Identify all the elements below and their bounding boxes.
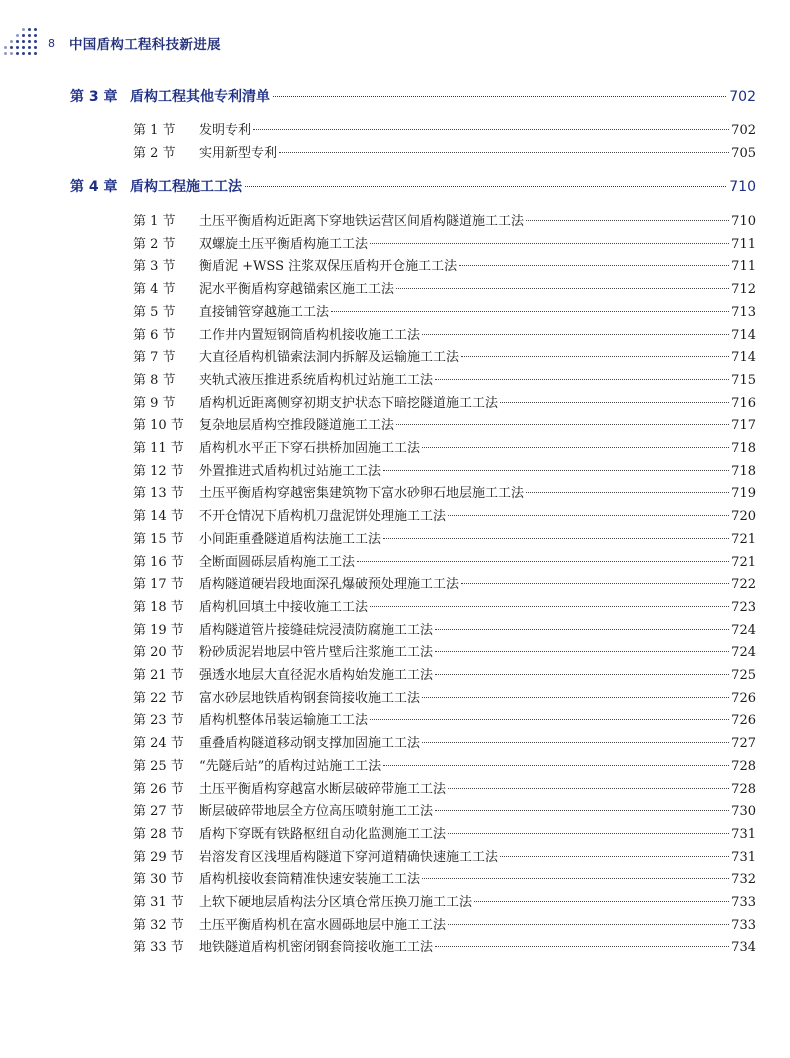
toc-section-row[interactable]	[133, 687, 756, 706]
section-page: 710	[731, 214, 756, 229]
dot-leader	[383, 538, 729, 539]
section-page: 719	[731, 486, 756, 502]
dot-leader	[435, 946, 729, 947]
section-page: 721	[731, 531, 756, 547]
toc-section-row[interactable]	[133, 278, 756, 297]
dot-leader	[383, 765, 729, 766]
page-number: 8	[48, 36, 55, 50]
toc-chapter-row[interactable]	[70, 86, 756, 106]
toc-section-row[interactable]	[133, 778, 756, 797]
toc-section-row[interactable]	[133, 641, 756, 660]
section-page: 725	[731, 668, 756, 683]
section-title: 盾构隧道管片接缝硅烷浸渍防腐施工工法	[199, 622, 434, 638]
section-number: 第 14 节	[133, 509, 184, 525]
section-page: 727	[731, 736, 756, 752]
dot-leader	[383, 470, 729, 471]
toc-section-row[interactable]	[133, 596, 756, 615]
section-title: 工作井内置短钢筒盾构机接收施工工法	[199, 327, 421, 343]
toc-section-row[interactable]	[133, 210, 756, 229]
toc-section-row[interactable]	[133, 846, 756, 865]
section-title: 重叠盾构隧道移动钢支撑加固施工工法	[199, 736, 421, 752]
section-title: 复杂地层盾构空推段隧道施工工法	[199, 418, 395, 434]
section-title: 盾构下穿既有铁路枢纽自动化监测施工工法	[199, 826, 447, 842]
dot-leader	[370, 606, 729, 607]
toc-section-row[interactable]	[133, 119, 756, 138]
toc-section-row[interactable]	[133, 414, 756, 433]
section-page: 730	[731, 804, 756, 820]
section-number: 第 22 节	[133, 690, 184, 706]
toc-section-row[interactable]	[133, 709, 756, 728]
section-page: 714	[731, 327, 756, 343]
section-page: 712	[731, 282, 756, 298]
section-title: 粉砂质泥岩地层中管片壁后注浆施工工法	[199, 645, 434, 661]
dot-leader	[435, 651, 729, 652]
section-page: 702	[731, 123, 756, 138]
section-title: 土压平衡盾构机在富水圆砾地层中施工工法	[199, 917, 447, 933]
section-title: 直接铺管穿越施工工法	[199, 304, 330, 320]
section-title: 岩溶发育区浅埋盾构隧道下穿河道精确快速施工工法	[199, 849, 499, 865]
section-title: 盾构机接收套筒精准快速安装施工工法	[199, 872, 421, 888]
section-page: 721	[731, 554, 756, 570]
section-number: 第 19 节	[133, 622, 184, 638]
section-page: 705	[731, 146, 756, 161]
section-number: 第 20 节	[133, 645, 184, 661]
toc-section-row[interactable]	[133, 142, 756, 161]
section-number: 第 13 节	[133, 486, 184, 502]
section-title: 全断面圆砾层盾构施工工法	[199, 554, 356, 570]
dot-leader	[422, 447, 729, 448]
dot-leader	[474, 901, 729, 902]
dot-leader	[331, 311, 729, 312]
dot-leader	[448, 788, 729, 789]
dot-leader	[461, 583, 729, 584]
section-number: 第 23 节	[133, 713, 184, 729]
section-page: 732	[731, 872, 756, 888]
section-number: 第 10 节	[133, 418, 184, 434]
dot-leader	[370, 719, 729, 720]
section-number: 第 2 节	[133, 236, 176, 252]
chapter-number: 第 3 章	[70, 89, 118, 105]
section-page: 726	[731, 713, 756, 729]
dot-leader	[435, 379, 729, 380]
section-title: 衡盾泥 +WSS 注浆双保压盾构开仓施工工法	[199, 259, 458, 275]
section-page: 734	[731, 940, 756, 956]
section-page: 733	[731, 917, 756, 933]
section-page: 731	[731, 849, 756, 865]
dot-leader	[435, 810, 729, 811]
dot-leader	[435, 674, 729, 675]
section-page: 720	[731, 509, 756, 525]
section-number: 第 18 节	[133, 599, 184, 615]
toc-section-row[interactable]	[133, 346, 756, 365]
section-title: 盾构机整体吊装运输施工工法	[199, 713, 369, 729]
chapter-page: 702	[729, 89, 756, 105]
toc-section-row[interactable]	[133, 891, 756, 910]
dot-leader	[526, 220, 729, 221]
dot-leader	[422, 878, 729, 879]
section-number: 第 5 节	[133, 304, 176, 320]
toc-section-row[interactable]	[133, 936, 756, 955]
section-title: 盾构机近距离侧穿初期支护状态下暗挖隧道施工工法	[199, 395, 499, 411]
section-title: 不开仓情况下盾构机刀盘泥饼处理施工工法	[199, 509, 447, 525]
section-page: 711	[731, 236, 756, 252]
section-number: 第 1 节	[133, 123, 176, 138]
section-number: 第 15 节	[133, 531, 184, 547]
toc-section-row[interactable]	[133, 573, 756, 592]
dot-leader	[448, 833, 729, 834]
section-title: 泥水平衡盾构穿越锚索区施工工法	[199, 282, 395, 298]
section-title: 强透水地层大直径泥水盾构始发施工工法	[199, 668, 434, 683]
section-number: 第 7 节	[133, 350, 176, 366]
section-number: 第 30 节	[133, 872, 184, 888]
section-number: 第 16 节	[133, 554, 184, 570]
chapter-title: 盾构工程施工工法	[130, 179, 242, 195]
dot-leader	[422, 334, 729, 335]
section-title: “先隧后站”的盾构过站施工工法	[199, 758, 382, 774]
dot-leader	[273, 96, 726, 97]
section-page: 724	[731, 622, 756, 638]
toc-section-row[interactable]	[133, 482, 756, 501]
section-page: 717	[731, 418, 756, 434]
section-title: 土压平衡盾构近距离下穿地铁运营区间盾构隧道施工工法	[199, 214, 525, 229]
dot-leader	[461, 356, 729, 357]
chapter-page: 710	[729, 179, 756, 195]
section-page: 728	[731, 758, 756, 774]
section-number: 第 8 节	[133, 372, 176, 388]
section-number: 第 28 节	[133, 826, 184, 842]
section-number: 第 32 节	[133, 917, 184, 933]
section-title: 土压平衡盾构穿越富水断层破碎带施工工法	[199, 781, 447, 797]
toc-chapter-row[interactable]	[70, 176, 756, 196]
section-number: 第 9 节	[133, 395, 176, 411]
section-number: 第 12 节	[133, 463, 184, 479]
section-number: 第 33 节	[133, 940, 184, 956]
section-title: 断层破碎带地层全方位高压喷射施工工法	[199, 804, 434, 820]
section-page: 728	[731, 781, 756, 797]
book-title: 中国盾构工程科技新进展	[69, 37, 221, 53]
chapter-number: 第 4 章	[70, 179, 118, 195]
toc-section-row[interactable]	[133, 460, 756, 479]
dot-leader	[448, 515, 729, 516]
section-title: 地铁隧道盾构机密闭钢套筒接收施工工法	[199, 940, 434, 956]
section-page: 713	[731, 304, 756, 320]
toc-section-row[interactable]	[133, 914, 756, 933]
section-title: 盾构隧道硬岩段地面深孔爆破预处理施工工法	[199, 577, 460, 593]
decorative-dot-pattern	[4, 28, 40, 58]
section-number: 第 2 节	[133, 146, 176, 161]
dot-leader	[500, 402, 729, 403]
toc-section-row[interactable]	[133, 392, 756, 411]
dot-leader	[245, 186, 726, 187]
chapter-title: 盾构工程其他专利清单	[130, 89, 270, 105]
toc-section-row[interactable]	[133, 664, 756, 683]
toc-section-row[interactable]	[133, 619, 756, 638]
section-title: 土压平衡盾构穿越密集建筑物下富水砂卵石地层施工工法	[199, 486, 525, 502]
section-page: 723	[731, 599, 756, 615]
section-number: 第 24 节	[133, 736, 184, 752]
section-title: 盾构机水平正下穿石拱桥加固施工工法	[199, 441, 421, 456]
dot-leader	[435, 629, 729, 630]
section-number: 第 25 节	[133, 758, 184, 774]
dot-leader	[526, 492, 729, 493]
dot-leader	[500, 856, 729, 857]
section-title: 发明专利	[199, 123, 252, 138]
toc-section-row[interactable]	[133, 755, 756, 774]
dot-leader	[357, 561, 729, 562]
running-header	[48, 33, 221, 53]
dot-leader	[396, 288, 729, 289]
dot-leader	[253, 129, 729, 130]
toc-section-row[interactable]	[133, 505, 756, 524]
toc-section-row[interactable]	[133, 528, 756, 547]
section-page: 724	[731, 645, 756, 661]
section-title: 夹轨式液压推进系统盾构机过站施工工法	[199, 372, 434, 388]
toc-section-row[interactable]	[133, 437, 756, 456]
section-page: 715	[731, 372, 756, 388]
section-title: 实用新型专利	[199, 146, 278, 161]
section-number: 第 26 节	[133, 781, 184, 797]
section-title: 富水砂层地铁盾构钢套筒接收施工工法	[199, 690, 421, 706]
dot-leader	[448, 924, 729, 925]
section-number: 第 3 节	[133, 259, 176, 275]
toc-section-row[interactable]	[133, 551, 756, 570]
dot-leader	[422, 697, 729, 698]
section-page: 722	[731, 577, 756, 593]
toc-section-row[interactable]	[133, 233, 756, 252]
toc-section-row[interactable]	[133, 324, 756, 343]
section-title: 小间距重叠隧道盾构法施工工法	[199, 531, 382, 547]
section-title: 大直径盾构机锚索法洞内拆解及运输施工工法	[199, 350, 460, 366]
section-title: 上软下硬地层盾构法分区填仓常压换刀施工工法	[199, 895, 473, 910]
section-title: 双螺旋土压平衡盾构施工工法	[199, 236, 369, 252]
section-number: 第 11 节	[133, 441, 184, 456]
section-number: 第 29 节	[133, 849, 184, 865]
dot-leader	[459, 265, 729, 266]
section-page: 716	[731, 395, 756, 411]
section-number: 第 1 节	[133, 214, 176, 229]
toc-section-row[interactable]	[133, 732, 756, 751]
section-page: 726	[731, 690, 756, 706]
section-number: 第 4 节	[133, 282, 176, 298]
section-page: 733	[731, 895, 756, 910]
dot-leader	[279, 152, 729, 153]
section-number: 第 31 节	[133, 895, 184, 910]
section-number: 第 27 节	[133, 804, 184, 820]
section-page: 718	[731, 463, 756, 479]
toc-section-row[interactable]	[133, 369, 756, 388]
dot-leader	[422, 742, 729, 743]
section-title: 盾构机回填土中接收施工工法	[199, 599, 369, 615]
toc-section-row[interactable]	[133, 255, 756, 274]
dot-leader	[396, 424, 729, 425]
toc-section-row[interactable]	[133, 823, 756, 842]
toc-section-row[interactable]	[133, 800, 756, 819]
section-number: 第 6 节	[133, 327, 176, 343]
section-number: 第 21 节	[133, 668, 184, 683]
section-page: 714	[731, 350, 756, 366]
section-page: 731	[731, 826, 756, 842]
toc-section-row[interactable]	[133, 868, 756, 887]
section-number: 第 17 节	[133, 577, 184, 593]
section-page: 711	[731, 259, 756, 275]
section-title: 外置推进式盾构机过站施工工法	[199, 463, 382, 479]
toc-section-row[interactable]	[133, 301, 756, 320]
dot-leader	[370, 243, 729, 244]
section-page: 718	[731, 441, 756, 456]
